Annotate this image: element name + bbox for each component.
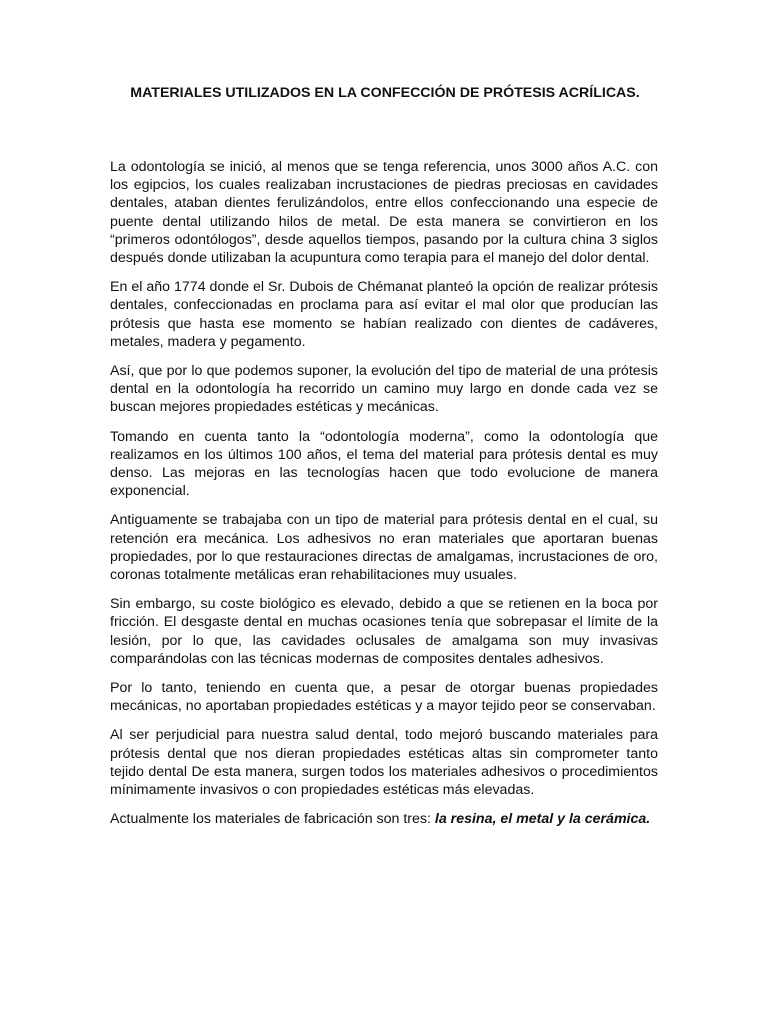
paragraph: Sin embargo, su coste biológico es elevado, debido a que se retienen en la boca por fricción. El desgaste dental en muchas ocasiones tenía que sobrepasar el límite de la lesión, por lo que, las cavidades oclusales de amalgama son muy invasivas comparándolas con las técnicas modernas de composites dentales adhesivos. <box>110 596 658 667</box>
paragraph-final-intro: Actualmente los materiales de fabricación son tres: <box>110 811 435 828</box>
document-body <box>110 158 658 840</box>
paragraph: Al ser perjudicial para nuestra salud dental, todo mejoró buscando materiales para prótesis dental que nos dieran propiedades estéticas altas sin comprometer tanto tejido dental De esta manera, surgen todos los materiales adhesivos o procedimientos mínimamente invasivos o con propiedades estéticas más elevadas. <box>110 727 658 799</box>
paragraph: Antiguamente se trabajaba con un tipo de material para prótesis dental en el cual, su retención era mecánica. Los adhesivos no eran materiales que aportaran buenas propiedades, por lo que restauraciones directas de amalgamas, incrustaciones de oro, coronas totalmente metálicas eran rehabilitaciones muy usuales. <box>110 512 658 584</box>
paragraph: Tomando en cuenta tanto la “odontología moderna”, como la odontología que realizamos en los últimos 100 años, el tema del material para prótesis dental es muy denso. Las mejoras en las tecnologías hacen que todo evolucione de manera exponencial. <box>110 428 658 500</box>
paragraph: Así, que por lo que podemos suponer, la evolución del tipo de material de una prótesis dental en la odontología ha recorrido un camino muy largo en donde cada vez se buscan mejores propiedades estéticas y mecánicas. <box>110 363 658 416</box>
paragraph: En el año 1774 donde el Sr. Dubois de Chémanat planteó la opción de realizar prótesis dentales, confeccionadas en proclama para así evitar el mal olor que producían las prótesis que hasta ese momento se habían realizado con dientes de cadáveres, metales, madera y pegamento. <box>110 279 658 350</box>
paragraph: Por lo tanto, teniendo en cuenta que, a pesar de otorgar buenas propiedades mecánicas, no aportaban propiedades estéticas y a mayor tejido peor se conservaban. <box>110 680 658 715</box>
paragraph-final <box>110 810 658 828</box>
document-title: MATERIALES UTILIZADOS EN LA CONFECCIÓN DE PRÓTESIS ACRÍLICAS. <box>130 85 640 101</box>
materials-emphasis: la resina, el metal y la cerámica. <box>434 811 651 828</box>
paragraph: La odontología se inició, al menos que se tenga referencia, unos 3000 años A.C. con los egipcios, los cuales realizaban incrustaciones de piedras preciosas en cavidades dentales, ataban dientes ferulizándolos, entre ellos confeccionando una especie de puente dental utilizando hilos de metal. De esta manera se convirtieron en los “primeros odontólogos”, desde aquellos tiempos, pasando por la cultura china 3 siglos después donde utilizaban la acupuntura como terapia para el manejo del dolor dental. <box>110 159 658 267</box>
